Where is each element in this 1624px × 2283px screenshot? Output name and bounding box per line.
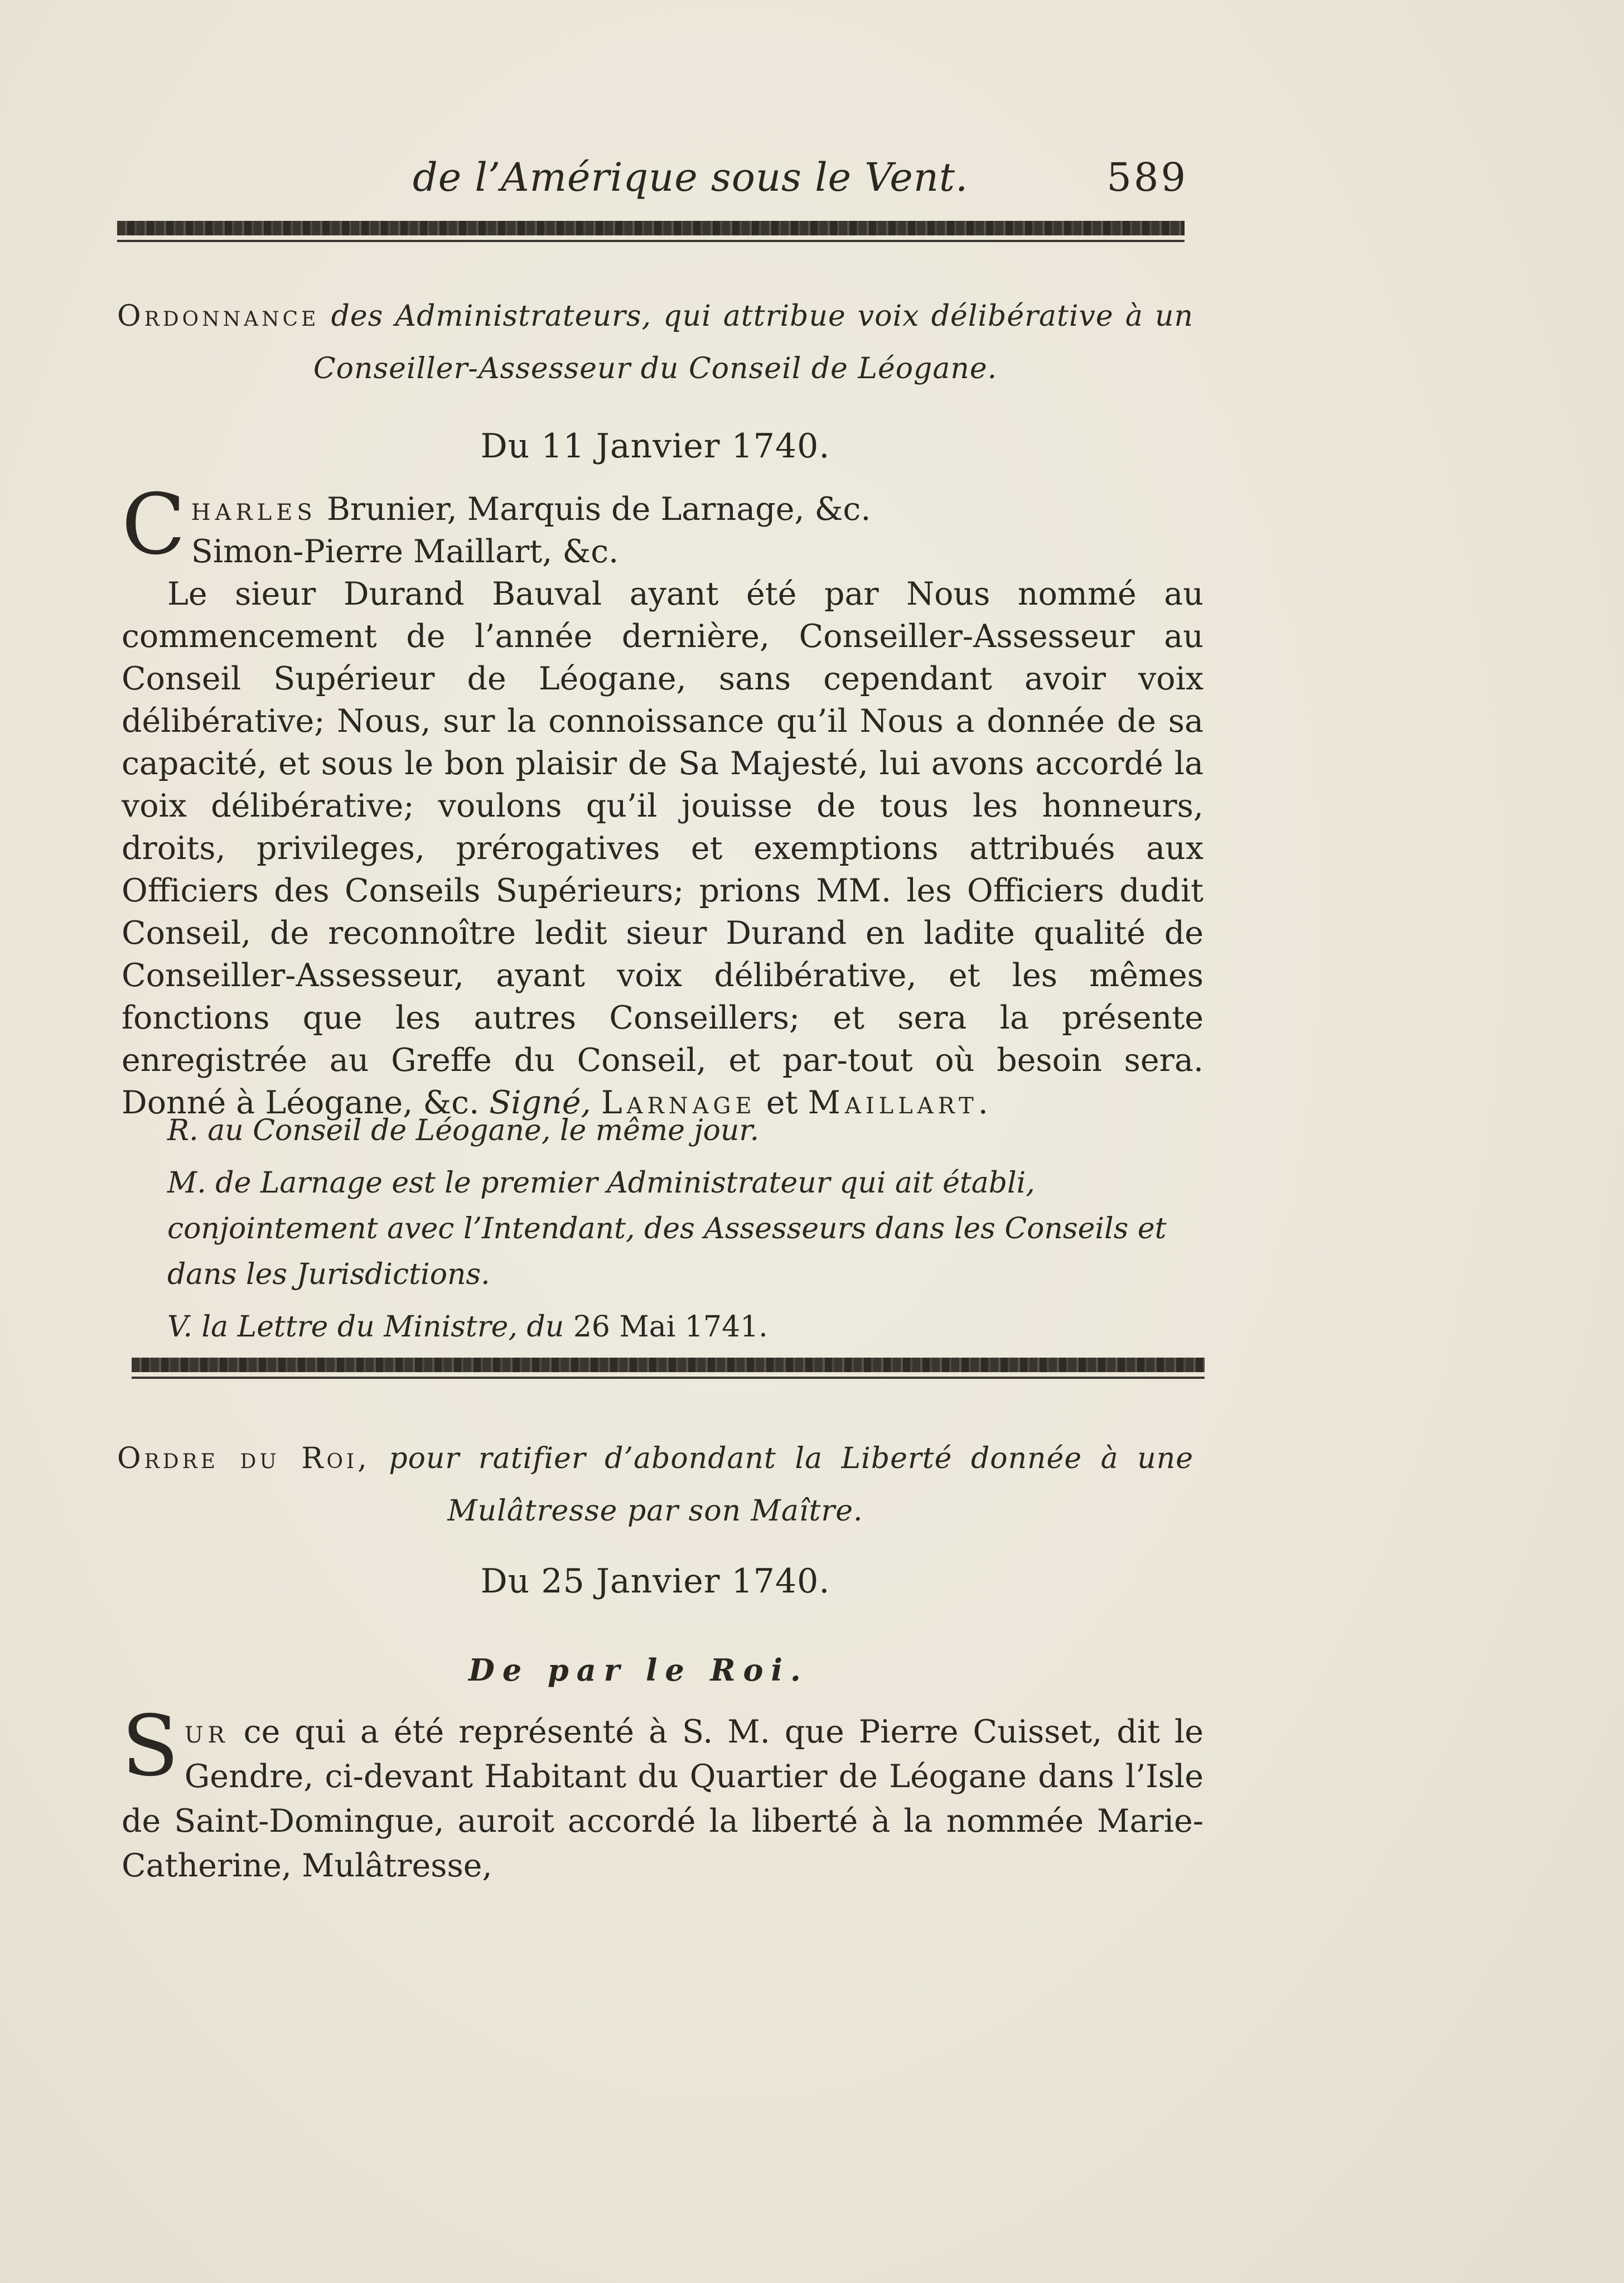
paragraph-text: ce qui a été représenté à S. M. que Pierre Cuisset, dit le Gendre, ci-devant Habitant du Quartier de Léogane dans l’Isle de Saint-Domingue, auroit accordé la liberté à la nommée Marie-Catherine, Mulâtresse, <box>122 1714 1204 1884</box>
note-larnage: M. de Larnage est le premier Administrateur qui ait établi, conjointement avec l’Intendant, des Assesseurs dans les Conseils et dans les Jurisdictions. <box>167 1166 1167 1291</box>
drop-cap-letter: S <box>122 1698 179 1795</box>
section-date: Du 11 Janvier 1740. <box>480 427 830 466</box>
page-header <box>117 142 1188 204</box>
drop-cap-letter: C <box>122 476 186 573</box>
signatory-maillart: Maillart. <box>808 1084 993 1121</box>
section-title-rest: pour ratifier d’abondant la Liberté donnée à une <box>389 1442 1193 1475</box>
page-number: 589 <box>1106 155 1188 200</box>
paragraph-text: Le sieur Durand Bauval ayant été par Nous nommé au commencement de l’année dernière, Conseiller-Assesseur au Conseil Supérieur de Léogane, sans cependant avoir voix délibérative; Nous, sur la connoissance qu’il Nous a donnée de sa capacité, et sous le bon plaisir de Sa Majesté, lui avons accordé la voix délibérative; voulons qu’il jouisse de tous les honneurs, droits, privileges, prérogatives et exemptions attribués aux Officiers des Conseils Supérieurs; prions MM. les Officiers dudit Conseil, de reconnoître ledit sieur Durand en ladite qualité de Conseiller-Assesseur, ayant voix délibérative, et les mêmes fonctions que les autres Conseillers; et sera la présente enregistrée au Greffe du Conseil, et par-tout où besoin sera. Donné à Léogane, &c. <box>122 576 1204 1121</box>
ornamental-rule <box>132 1358 1205 1374</box>
note-registration: R. au Conseil de Léogane, le même jour. <box>167 1114 760 1147</box>
ordre-body <box>122 1698 1204 1888</box>
conjunction: et <box>766 1084 798 1121</box>
ordre-paragraph <box>122 1698 1204 1888</box>
salutation-rest: Brunier, Marquis de Larnage, &c. <box>326 491 871 528</box>
note-reference-date: 26 Mai 1741. <box>573 1310 768 1344</box>
ordonnance-notes <box>122 1108 1204 1357</box>
section-title-rest: des Administrateurs, qui attribue voix délibérative à un <box>331 300 1194 333</box>
ordonnance-body <box>122 476 1204 1124</box>
second-signatory-line: Simon-Pierre Maillart, &c. <box>191 533 619 570</box>
ordonnance-paragraph <box>122 573 1204 1124</box>
de-par-le-roi-heading: De par le Roi. <box>468 1652 809 1688</box>
note-reference-text: V. la Lettre du Ministre, du <box>167 1310 564 1344</box>
section-title-caps: Ordre du Roi, <box>117 1442 370 1475</box>
section-title-caps: Ordonnance <box>117 300 320 333</box>
signed-label: Signé, <box>489 1084 591 1121</box>
name-small-caps: harles <box>191 491 317 528</box>
section-title-line-2: Mulâtresse par son Maître. <box>447 1494 863 1528</box>
ornamental-rule <box>117 221 1185 238</box>
section-title-ordre <box>117 1432 1193 1537</box>
section-title-line-2: Conseiller-Assesseur du Conseil de Léogane. <box>313 352 998 385</box>
note-reference <box>167 1304 1204 1350</box>
section-title-line-1 <box>117 1432 1193 1485</box>
section-title-line-1 <box>117 290 1193 342</box>
signatory-larnage: Larnage <box>601 1084 756 1121</box>
first-word-caps: ur <box>184 1714 229 1750</box>
running-title: de l’Amérique sous le Vent. <box>413 155 969 200</box>
section-title-ordonnance <box>117 290 1193 395</box>
section-date: Du 25 Janvier 1740. <box>480 1562 830 1601</box>
